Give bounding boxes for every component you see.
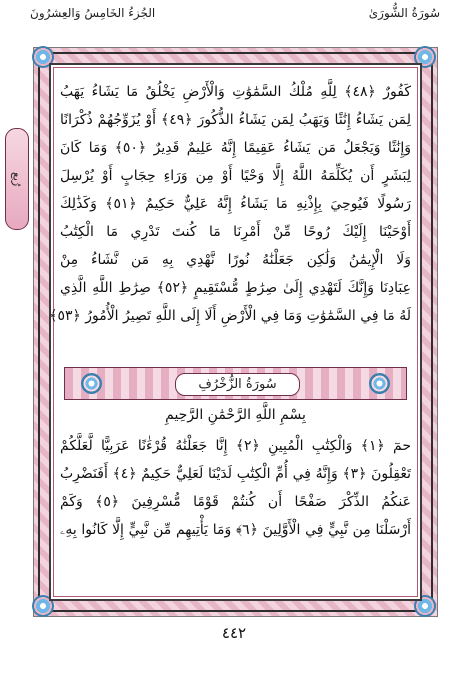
verse-line: لَهُ مَا فِي السَّمَٰوَٰتِ وَمَا فِي الْأَرْضِ أَلَا إِلَى اللَّهِ تَصِيرُ الْأُمُورُ ﴿٥٣﴾ [49, 308, 411, 324]
verse-line: أَوْحَيْنَا إِلَيْكَ رُوحًا مِّنْ أَمْرِنَا مَا كُنتَ تَدْرِي مَا الْكِتَٰبُ [60, 224, 411, 240]
verse-line: تَعْقِلُونَ ﴿٣﴾ وَإِنَّهُ فِي أُمِّ الْكِتَٰبِ لَدَيْنَا لَعَلِيٌّ حَكِيمٌ ﴿٤﴾ أَفَنَضْرِبُ [60, 466, 411, 482]
verse-line: أَرْسَلْنَا مِن نَّبِيٍّ فِي الْأَوَّلِينَ ﴿٦﴾ وَمَا يَأْتِيهِم مِّن نَّبِيٍّ إِلَّا كَانُوا بِهِۦ [60, 522, 411, 538]
page-number: ٤٤٢ [221, 624, 247, 642]
verse-line: وَإِنَٰثًا وَيَجْعَلُ مَن يَشَاءُ عَقِيمًا إِنَّهُ عَلِيمٌ قَدِيرٌ ﴿٥٠﴾ وَمَا كَانَ [60, 140, 411, 156]
medallion-icon [81, 373, 102, 394]
verse-block-ash-shura [49, 78, 412, 330]
header-juz-name: الجُزءُ الخَامِسُ وَالعِشرُونَ [30, 6, 156, 20]
verse-line: حمٓ ﴿١﴾ وَالْكِتَٰبِ الْمُبِينِ ﴿٢﴾ إِنَّا جَعَلْنَٰهُ قُرْءَٰنًا عَرَبِيًّا لَّعَلَّكُمْ [60, 438, 412, 454]
surah-title: سُورَةُ الزُّخْرُفِ [175, 373, 300, 396]
rub-marker [5, 128, 29, 230]
verse-block-az-zukhruf [60, 432, 411, 544]
verse-line: رَسُولًا فَيُوحِيَ بِإِذْنِهِ مَا يَشَاءُ إِنَّهُ عَلِيٌّ حَكِيمٌ ﴿٥١﴾ وَكَذَٰلِكَ [60, 196, 411, 212]
medallion-icon [369, 373, 390, 394]
basmala: بِسْمِ اللَّهِ الرَّحْمَٰنِ الرَّحِيمِ [165, 407, 306, 423]
verse-line: كَفُورٌ ﴿٤٨﴾ لِلَّهِ مُلْكُ السَّمَٰوَٰتِ وَالْأَرْضِ يَخْلُقُ مَا يَشَاءُ يَهَبُ [60, 84, 411, 100]
verse-line: عَنكُمُ الذِّكْرَ صَفْحًا أَن كُنتُمْ قَوْمًا مُّسْرِفِينَ ﴿٥﴾ وَكَمْ [60, 494, 411, 510]
verse-line: عِبَادِنَا وَإِنَّكَ لَتَهْدِي إِلَىٰ صِرَٰطٍ مُّسْتَقِيمٍ ﴿٥٢﴾ صِرَٰطِ اللَّهِ الَّذِي [60, 280, 412, 296]
rub-marker-label: رُبع [10, 171, 24, 187]
verse-line: لِمَن يَشَاءُ إِنَٰثًا وَيَهَبُ لِمَن يَشَاءُ الذُّكُورَ ﴿٤٩﴾ أَوْ يُزَوِّجُهُمْ ذُكْرَانًا [60, 112, 412, 128]
verse-line: وَلَا الْإِيمَٰنُ وَلَٰكِن جَعَلْنَٰهُ نُورًا نَّهْدِي بِهِ مَن نَّشَاءُ مِنْ [60, 252, 411, 268]
surah-title-band [64, 367, 407, 400]
header-surah-name: سُورَةُ الشُّورَىٰ [368, 6, 440, 20]
verse-line: لِبَشَرٍ أَن يُكَلِّمَهُ اللَّهُ إِلَّا وَحْيًا أَوْ مِن وَرَاءِ حِجَابٍ أَوْ يُرْسِلَ [60, 168, 411, 184]
